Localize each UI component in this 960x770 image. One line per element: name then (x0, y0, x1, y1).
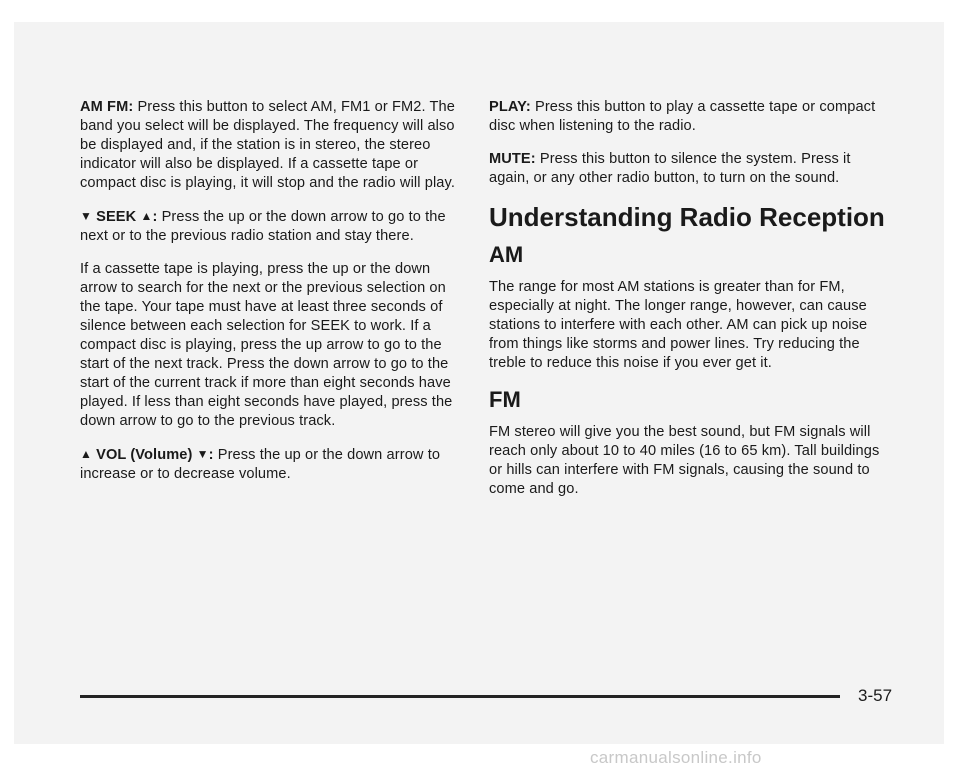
fm-paragraph: FM stereo will give you the best sound, but FM signals will reach only about 10 to 40 miles (16 to 65 km). Tall buildings or hills can interfere with FM signals, causing the sound to come and go. (489, 424, 880, 497)
seek-paragraph (80, 207, 460, 246)
vol-paragraph (80, 445, 460, 484)
page-number: 3-57 (858, 686, 893, 705)
vol-label: VOL (Volume) (96, 447, 193, 463)
mute-text: Press this button to silence the system. Press it again, or any other radio button, to turn on the sound. (489, 151, 851, 186)
seek-label: SEEK (96, 209, 137, 225)
am-fm-text: Press this button to select AM, FM1 or FM2. The band you select will be displayed. The frequency will also be displayed and, if the station is in stereo, the stereo indicator will also be displayed. If a cassette tape or compact disc is playing, it will stop and the radio will play. (80, 99, 455, 191)
fm-heading: FM (489, 387, 521, 412)
seek-cassette-paragraph: If a cassette tape is playing, press the up or the down arrow to search for the next or the previous selection on the tape. Your tape must have at least three seconds of silence between each selection for SEEK to work. If a compact disc is playing, press the up arrow to go to the start of the next track. Press the down arrow to go to the start of the current track if more than eight seconds have played. If less than eight seconds have played, press the down arrow to go to the previous track. (80, 261, 453, 429)
play-paragraph (489, 98, 889, 136)
up-arrow-icon: ▲ (80, 447, 92, 461)
am-paragraph: The range for most AM stations is greater than for FM, especially at night. The longer range, however, can cause stations to interfere with each other. AM can pick up noise from things like storms and power lines. Try reducing the treble to reduce this noise if you ever get it. (489, 279, 868, 371)
am-heading: AM (489, 242, 524, 267)
am-fm-label: AM FM: (80, 99, 134, 115)
mute-paragraph (489, 150, 889, 188)
mute-label: MUTE: (489, 151, 536, 167)
play-text: Press this button to play a cassette tape or compact disc when listening to the radio. (489, 99, 876, 134)
vol-text: Press the up or the down arrow to increase or to decrease volume. (80, 447, 441, 482)
left-column (80, 98, 460, 498)
vol-colon: : (208, 447, 214, 463)
up-arrow-icon: ▲ (140, 209, 153, 223)
section-heading: Understanding Radio Reception (489, 202, 885, 232)
play-label: PLAY: (489, 99, 531, 115)
down-arrow-icon: ▼ (196, 447, 209, 461)
watermark: carmanualsonline.info (590, 748, 762, 767)
footer-rule (80, 695, 840, 698)
seek-text: Press the up or the down arrow to go to the next or to the previous radio station and stay there. (80, 209, 446, 244)
right-column (489, 98, 889, 513)
am-fm-paragraph (80, 98, 460, 193)
seek-colon: : (152, 209, 158, 225)
down-arrow-icon: ▼ (80, 209, 92, 223)
